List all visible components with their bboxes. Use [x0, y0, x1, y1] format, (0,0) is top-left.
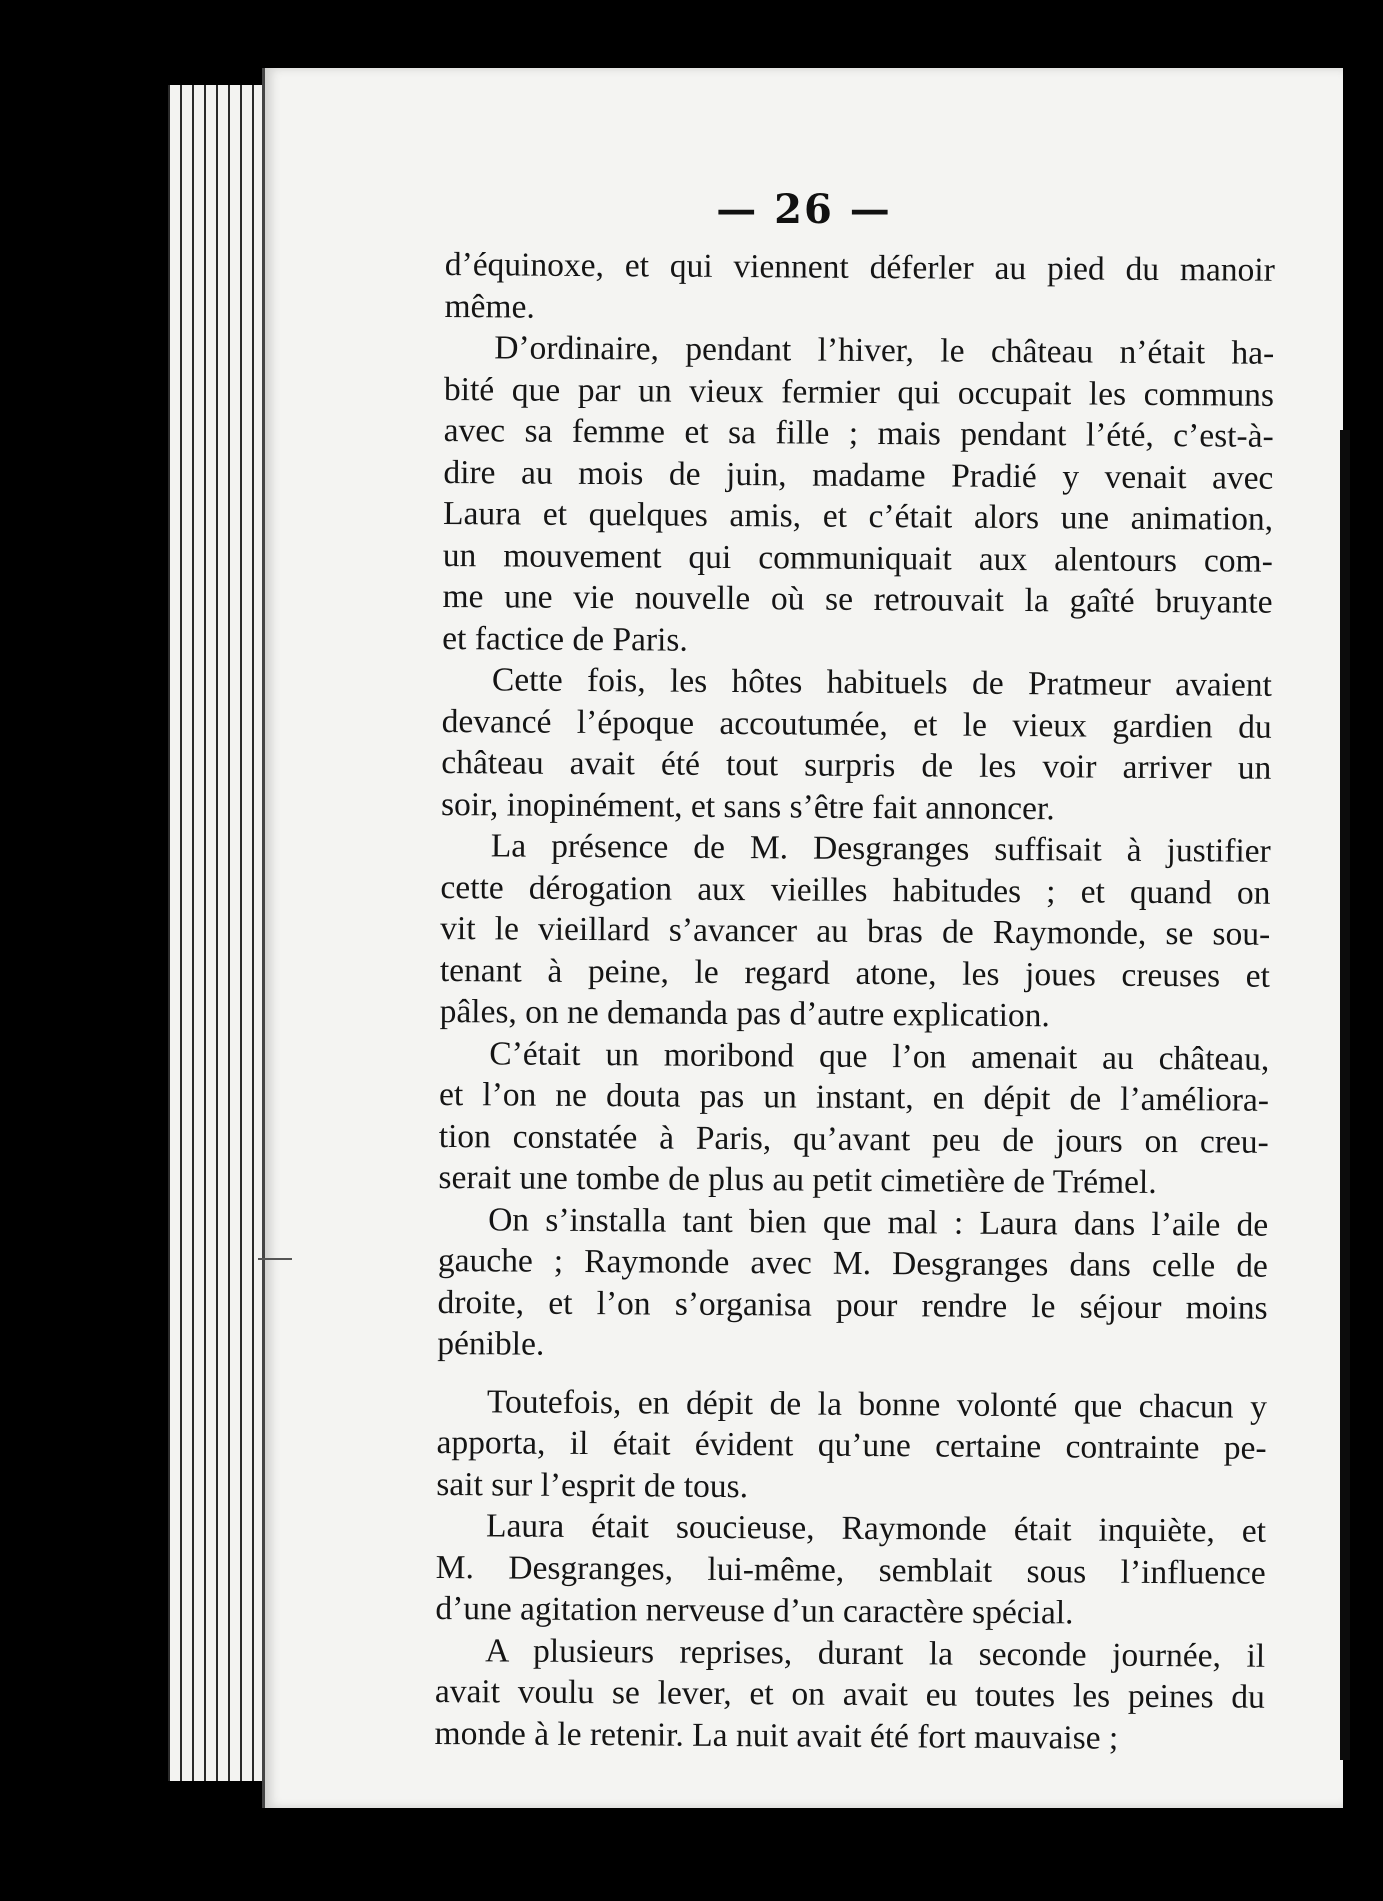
- page-edge: [228, 85, 240, 1781]
- page-edge: [192, 85, 204, 1781]
- text-line: Laura et quelques amis, et c’était alors une animation,: [442, 494, 1274, 538]
- body-text: [434, 244, 1275, 1760]
- text-line: C’était un moribond que l’on amenait au château,: [489, 1034, 1270, 1078]
- book-page: [262, 68, 1343, 1808]
- text-line: soir, inopinément, et sans s’être fait annoncer.: [440, 785, 1055, 827]
- text-line: pénible.: [437, 1324, 545, 1363]
- margin-mark: [258, 1258, 292, 1260]
- text-line: D’ordinaire, pendant l’hiver, le château n’était ha-: [494, 329, 1275, 372]
- text-line: On s’installa tant bien que mal : Laura dans l’aile de: [488, 1200, 1269, 1244]
- text-line: droite, et l’on s’organisa pour rendre le séjour moins: [437, 1283, 1268, 1327]
- text-line: devancé l’époque accoutumée, et le vieux gardien du: [441, 702, 1272, 746]
- text-line: monde à le retenir. La nuit avait été fort mauvaise ;: [434, 1714, 1119, 1757]
- text-line: Cette fois, les hôtes habituels de Pratmeur avaient: [491, 661, 1273, 704]
- text-line: dire au mois de juin, madame Pradié y venait avec: [443, 453, 1274, 497]
- text-line: sait sur l’esprit de tous.: [436, 1465, 749, 1505]
- text-line: château avait été tout surpris de les voir arriver un: [441, 743, 1272, 787]
- text-line: cette dérogation aux vieilles habitudes ; et quand on: [440, 868, 1271, 912]
- text-line: d’équinoxe, et qui viennent déferler au pied du manoir: [444, 245, 1275, 289]
- text-line: et factice de Paris.: [442, 619, 688, 659]
- page-edge: [168, 85, 180, 1781]
- page-edge: [216, 85, 228, 1781]
- text-line: un mouvement qui communiquait aux alentours com-: [442, 536, 1273, 580]
- text-line: avec sa femme et sa fille ; mais pendant l’été, c’est-à-: [443, 411, 1274, 455]
- text-line: La présence de M. Desgranges suffisait à justifier: [490, 827, 1271, 870]
- page-edge: [180, 85, 192, 1781]
- text-line: Laura était soucieuse, Raymonde était inquiète, et: [485, 1507, 1267, 1550]
- page-right-edge-shadow: [1340, 430, 1350, 1760]
- text-line: Toutefois, en dépit de la bonne volonté que chacun y: [486, 1382, 1268, 1426]
- text-line: et l’on ne douta pas un instant, en dépit de l’améliora-: [438, 1075, 1270, 1119]
- text-line: me une vie nouvelle où se retrouvait la gaîté bruyante: [442, 577, 1273, 621]
- text-line: gauche ; Raymonde avec M. Desgranges dans celle de: [437, 1241, 1269, 1285]
- text-line: apporta, il était évident qu’une certaine contrainte pe-: [436, 1423, 1267, 1467]
- text-line: pâles, on ne demanda pas d’autre explication.: [439, 992, 1050, 1035]
- text-line: tion constatée à Paris, qu’avant peu de jours on creu-: [438, 1117, 1269, 1161]
- text-line: bité que par un vieux fermier qui occupait les communs: [443, 370, 1275, 414]
- text-line: même.: [444, 287, 535, 326]
- text-line: avait voulu se lever, et on avait eu toutes les peines du: [434, 1672, 1266, 1716]
- text-line: M. Desgranges, lui-même, semblait sous l’influence: [435, 1548, 1266, 1592]
- text-line: A plusieurs reprises, durant la seconde journée, il: [485, 1631, 1266, 1675]
- page-edge: [204, 85, 216, 1781]
- page-number: — 26 —: [716, 186, 892, 233]
- text-line: vit le vieillard s’avancer au bras de Raymonde, se sou-: [440, 909, 1271, 953]
- page-edge: [240, 85, 252, 1781]
- text-line: d’une agitation nerveuse d’un caractère spécial.: [435, 1589, 1074, 1632]
- text-line: tenant à peine, le regard atone, les joues creuses et: [439, 951, 1271, 995]
- text-line: serait une tombe de plus au petit cimetière de Trémel.: [438, 1158, 1157, 1201]
